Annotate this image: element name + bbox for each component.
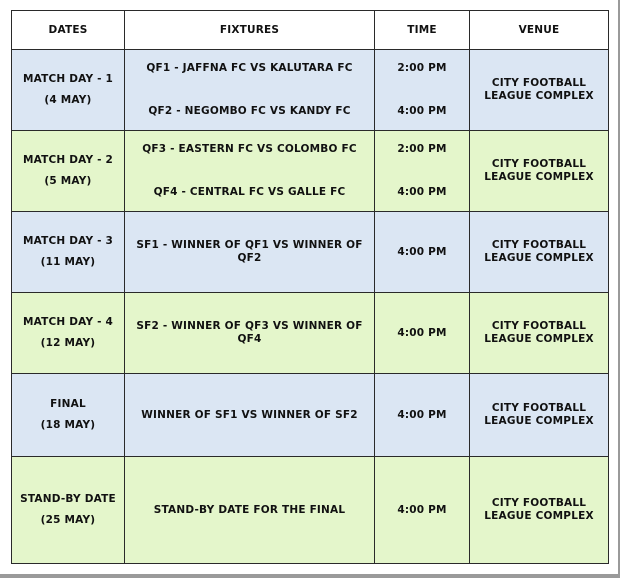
date-cell <box>12 374 125 457</box>
venue-cell <box>470 457 609 564</box>
fixture-cell <box>125 457 375 564</box>
table-row <box>12 50 609 131</box>
match-date: (25 MAY) <box>40 514 96 526</box>
match-date: (18 MAY) <box>40 419 96 431</box>
venue-text: CITY FOOTBALL LEAGUE COMPLEX <box>484 402 594 427</box>
time-text: 4:00 PM <box>397 408 447 421</box>
venue-text: CITY FOOTBALL LEAGUE COMPLEX <box>484 158 594 183</box>
time-text: 2:00 PM <box>397 62 447 74</box>
header-row <box>12 11 609 50</box>
venue-text: CITY FOOTBALL LEAGUE COMPLEX <box>484 320 594 345</box>
match-day-label: MATCH DAY - 4 <box>22 316 114 328</box>
venue-cell <box>470 374 609 457</box>
time-text: 4:00 PM <box>397 245 447 258</box>
venue-cell <box>470 50 609 131</box>
date-cell <box>12 457 125 564</box>
fixture-text: WINNER OF SF1 VS WINNER OF SF2 <box>141 408 358 421</box>
time-cell <box>375 374 470 457</box>
fixture-cell <box>125 212 375 293</box>
time-cell <box>375 457 470 564</box>
fixture-text: QF2 - NEGOMBO FC VS KANDY FC <box>148 105 351 117</box>
venue-cell <box>470 293 609 374</box>
time-text: 4:00 PM <box>397 105 447 117</box>
header-fixtures: FIXTURES <box>125 11 375 50</box>
time-cell <box>375 50 470 131</box>
match-day-label: STAND-BY DATE <box>20 493 116 505</box>
venue-text: CITY FOOTBALL LEAGUE COMPLEX <box>484 77 594 102</box>
venue-cell <box>470 212 609 293</box>
match-day-label: MATCH DAY - 2 <box>22 154 114 166</box>
time-cell <box>375 131 470 212</box>
fixtures-table <box>11 10 609 564</box>
venue-text: CITY FOOTBALL LEAGUE COMPLEX <box>484 239 594 264</box>
match-date: (4 MAY) <box>44 94 92 106</box>
venue-cell <box>470 131 609 212</box>
match-day-label: FINAL <box>50 398 86 410</box>
table-row <box>12 293 609 374</box>
table-row <box>12 457 609 564</box>
header-dates: DATES <box>12 11 125 50</box>
venue-text: CITY FOOTBALL LEAGUE COMPLEX <box>484 497 594 522</box>
table-row <box>12 374 609 457</box>
match-date: (11 MAY) <box>40 256 96 268</box>
time-text: 4:00 PM <box>397 186 447 198</box>
header-time: TIME <box>375 11 470 50</box>
fixture-text: QF4 - CENTRAL FC VS GALLE FC <box>153 186 346 198</box>
match-date: (12 MAY) <box>40 337 96 349</box>
time-cell <box>375 293 470 374</box>
header-venue: VENUE <box>470 11 609 50</box>
date-cell <box>12 212 125 293</box>
time-text: 4:00 PM <box>397 503 447 516</box>
match-date: (5 MAY) <box>44 175 92 187</box>
fixture-text: STAND-BY DATE FOR THE FINAL <box>153 503 346 516</box>
date-cell <box>12 50 125 131</box>
fixture-text: QF1 - JAFFNA FC VS KALUTARA FC <box>146 62 353 74</box>
fixture-text: SF1 - WINNER OF QF1 VS WINNER OF QF2 <box>136 239 363 264</box>
fixture-cell <box>125 50 375 131</box>
time-text: 2:00 PM <box>397 143 447 155</box>
date-cell <box>12 131 125 212</box>
match-day-label: MATCH DAY - 3 <box>22 235 114 247</box>
fixture-text: QF3 - EASTERN FC VS COLOMBO FC <box>142 143 357 155</box>
fixture-cell <box>125 374 375 457</box>
table-row <box>12 212 609 293</box>
table-row <box>12 131 609 212</box>
fixture-cell <box>125 131 375 212</box>
fixture-cell <box>125 293 375 374</box>
fixture-text: SF2 - WINNER OF QF3 VS WINNER OF QF4 <box>136 320 363 345</box>
time-text: 4:00 PM <box>397 326 447 339</box>
date-cell <box>12 293 125 374</box>
match-day-label: MATCH DAY - 1 <box>22 73 114 85</box>
time-cell <box>375 212 470 293</box>
